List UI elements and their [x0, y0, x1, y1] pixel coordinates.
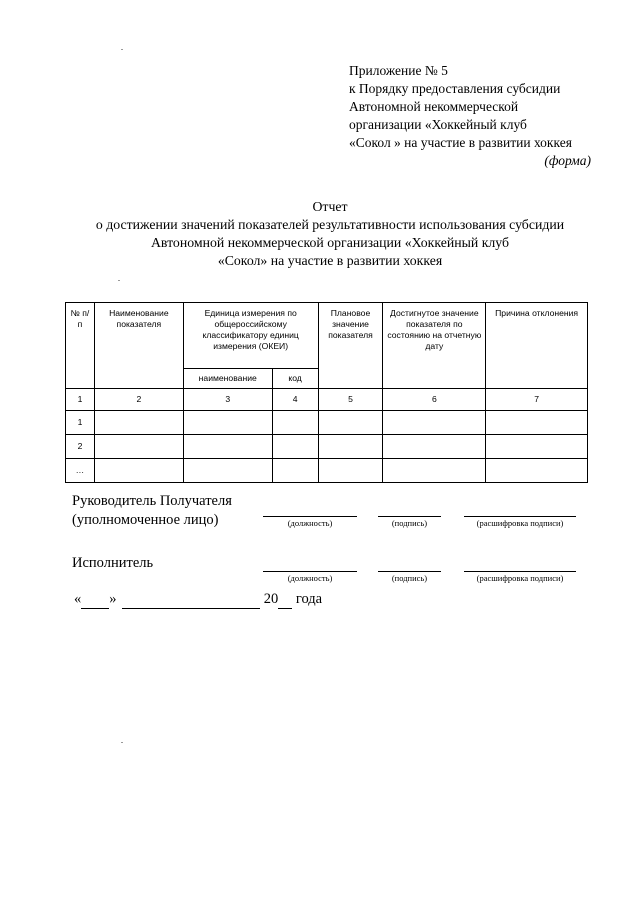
cell-deviation-reason[interactable]	[486, 411, 588, 435]
signature-line[interactable]: (подпись)	[378, 571, 441, 584]
cell-achieved-value[interactable]	[383, 435, 486, 459]
executor-label: Исполнитель	[72, 555, 154, 571]
cell-deviation-reason[interactable]	[486, 459, 588, 483]
appendix-line: организации «Хоккейный клуб	[349, 117, 527, 132]
report-table	[65, 302, 588, 483]
scan-mark	[121, 49, 123, 50]
position-line[interactable]: (должность)	[263, 571, 357, 584]
signature-line[interactable]: (подпись)	[378, 516, 441, 529]
cell-unit-name[interactable]	[183, 435, 272, 459]
month-field[interactable]	[122, 593, 260, 609]
header-achieved-value: Достигнутое значение показателя по состоянию на отчетную дату	[383, 303, 486, 389]
appendix-line: «Сокол » на участие в развитии хоккея	[349, 135, 572, 150]
decoding-line[interactable]: (расшифровка подписи)	[464, 571, 576, 584]
appendix-line: Автономной некоммерческой	[349, 99, 519, 114]
column-number: 4	[272, 389, 318, 411]
year-field[interactable]	[278, 593, 292, 609]
signatures-block	[72, 492, 592, 594]
row-number: 1	[66, 411, 95, 435]
title-heading: Отчет	[312, 199, 348, 214]
form-label: (форма)	[544, 153, 591, 168]
position-line[interactable]: (должность)	[263, 516, 357, 529]
head-label-line: (уполномоченное лицо)	[72, 512, 219, 528]
header-unit-name: наименование	[183, 369, 272, 389]
column-number: 6	[383, 389, 486, 411]
header-num: № п/п	[66, 303, 95, 389]
appendix-block	[349, 62, 619, 170]
cell-unit-code[interactable]	[272, 435, 318, 459]
cell-achieved-value[interactable]	[383, 411, 486, 435]
cell-unit-code[interactable]	[272, 411, 318, 435]
column-number: 7	[486, 389, 588, 411]
head-label-line: Руководитель Получателя	[72, 493, 232, 509]
report-title	[40, 198, 620, 270]
column-number: 5	[318, 389, 383, 411]
appendix-line: к Порядку предоставления субсидии	[349, 81, 561, 96]
title-line: «Сокол» на участие в развитии хоккея	[217, 253, 443, 268]
date-line	[74, 590, 322, 609]
date-open-quote: «	[74, 591, 82, 607]
header-indicator-name: Наименование показателя	[94, 303, 183, 389]
cell-deviation-reason[interactable]	[486, 435, 588, 459]
header-deviation-reason: Причина отклонения	[486, 303, 588, 389]
row-number: 2	[66, 435, 95, 459]
appendix-line: Приложение № 5	[349, 63, 448, 78]
title-line: Автономной некоммерческой организации «Хоккейный клуб	[150, 235, 510, 250]
column-number: 2	[94, 389, 183, 411]
scan-mark	[118, 280, 120, 281]
table-row	[66, 435, 588, 459]
cell-planned-value[interactable]	[318, 435, 383, 459]
cell-unit-name[interactable]	[183, 411, 272, 435]
date-close-quote: »	[109, 591, 117, 607]
head-signature-row	[72, 492, 592, 554]
cell-indicator-name[interactable]	[94, 435, 183, 459]
decoding-line[interactable]: (расшифровка подписи)	[464, 516, 576, 529]
column-number: 1	[66, 389, 95, 411]
head-label	[72, 492, 232, 530]
day-field[interactable]	[81, 593, 109, 609]
scan-mark	[121, 742, 123, 743]
table-row	[66, 459, 588, 483]
header-planned-value: Плановое значение показателя	[318, 303, 383, 389]
column-numbers-row	[66, 389, 588, 411]
cell-unit-name[interactable]	[183, 459, 272, 483]
year-prefix: 20	[263, 591, 279, 607]
cell-planned-value[interactable]	[318, 459, 383, 483]
header-unit-code: код	[272, 369, 318, 389]
cell-indicator-name[interactable]	[94, 459, 183, 483]
cell-indicator-name[interactable]	[94, 411, 183, 435]
header-unit: Единица измерения по общероссийскому классификатору единиц измерения (ОКЕИ)	[183, 303, 318, 369]
year-suffix: года	[295, 591, 323, 607]
title-line: о достижении значений показателей результативности использования субсидии	[95, 217, 565, 232]
cell-unit-code[interactable]	[272, 459, 318, 483]
cell-achieved-value[interactable]	[383, 459, 486, 483]
table-row	[66, 411, 588, 435]
cell-planned-value[interactable]	[318, 411, 383, 435]
executor-signature-row	[72, 554, 592, 594]
row-number: …	[66, 459, 95, 483]
column-number: 3	[183, 389, 272, 411]
